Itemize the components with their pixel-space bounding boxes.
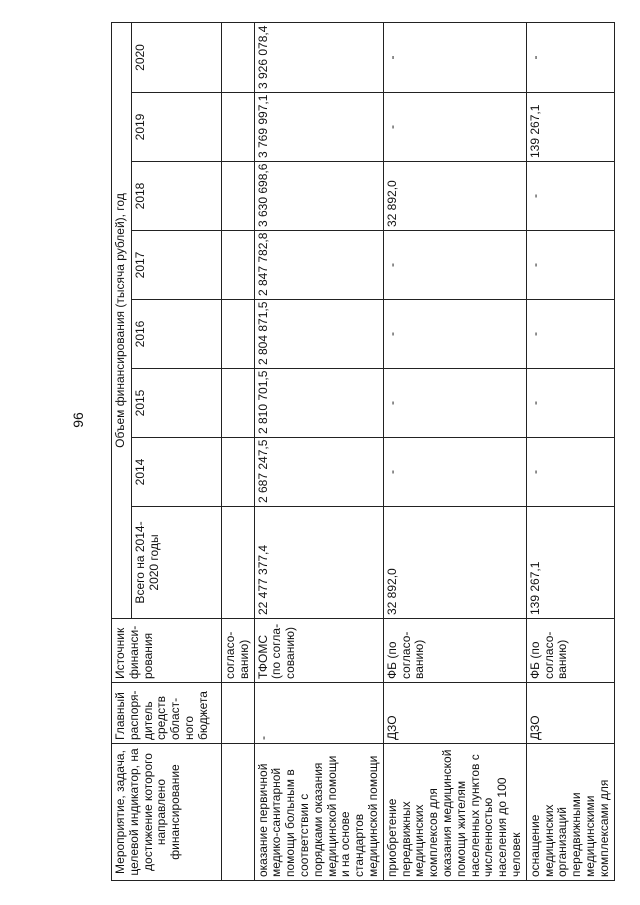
cell-value: -	[383, 231, 526, 300]
header-administrator: Главный распоря-дитель средств област-ного бюджета	[112, 683, 222, 744]
cell-total	[222, 507, 255, 619]
cell-source: ТФОМС (по согла-сованию)	[254, 619, 383, 683]
header-year: 2018	[132, 162, 222, 231]
cell-value	[222, 162, 255, 231]
cell-value: -	[383, 369, 526, 438]
cell-administrator	[222, 683, 255, 744]
cell-value: 2 847 782,8	[254, 231, 383, 300]
cell-administrator: ДЗО	[526, 683, 614, 744]
header-year: 2015	[132, 369, 222, 438]
cell-activity	[222, 744, 255, 881]
cell-activity: оказание первичной медико-санитарной помощи больным в соответствии с порядками оказания медицинской помощи и на основе стандартов медицинской помощи	[254, 744, 383, 881]
header-year: 2020	[132, 22, 222, 92]
header-year: 2019	[132, 93, 222, 162]
cell-value: 32 892,0	[383, 162, 526, 231]
cell-value: -	[526, 22, 614, 92]
financing-table	[111, 22, 615, 881]
header-year: 2014	[132, 438, 222, 507]
cell-value: 3 630 698,6	[254, 162, 383, 231]
cell-value: 3 926 078,4	[254, 22, 383, 92]
cell-source: согласо-ванию)	[222, 619, 255, 683]
cell-value	[222, 231, 255, 300]
cell-value	[222, 22, 255, 92]
cell-value: -	[383, 93, 526, 162]
cell-value: 2 810 701,5	[254, 369, 383, 438]
header-year: 2017	[132, 231, 222, 300]
cell-total: 32 892,0	[383, 507, 526, 619]
rotated-page	[111, 23, 611, 881]
cell-source: ФБ (по согласо-ванию)	[526, 619, 614, 683]
cell-value	[222, 93, 255, 162]
header-year: 2016	[132, 300, 222, 369]
cell-value: 139 267,1	[526, 93, 614, 162]
cell-value: -	[526, 369, 614, 438]
cell-administrator: -	[254, 683, 383, 744]
table-row	[254, 22, 383, 880]
cell-value: 3 769 997,1	[254, 93, 383, 162]
cell-value: -	[526, 438, 614, 507]
cell-value	[222, 300, 255, 369]
cell-activity: оснащение медицинских организаций передвижными медицинскими комплексами для	[526, 744, 614, 881]
header-source: Источник финанси-рования	[112, 619, 222, 683]
cell-total: 139 267,1	[526, 507, 614, 619]
cell-administrator: ДЗО	[383, 683, 526, 744]
cell-value: -	[526, 231, 614, 300]
cell-value: -	[383, 22, 526, 92]
cell-value: -	[383, 300, 526, 369]
table-row	[526, 22, 614, 880]
header-activity: Мероприятие, задача, целевой индикатор, на достижение которого направлено финансирование	[112, 744, 222, 881]
cell-value	[222, 369, 255, 438]
cell-value: -	[383, 438, 526, 507]
cell-value: 2 804 871,5	[254, 300, 383, 369]
cell-source: ФБ (по согласо-ванию)	[383, 619, 526, 683]
cell-value: -	[526, 300, 614, 369]
cell-activity: приобретение передвижных медицинских комплексов для оказания медицинской помощи жителям населенных пунктов с численностью населения до 100 человек	[383, 744, 526, 881]
header-volume: Объем финансирования (тысяча рублей), год	[112, 22, 132, 618]
cell-value: -	[526, 162, 614, 231]
header-total: Всего на 2014-2020 годы	[132, 507, 222, 619]
table-row	[383, 22, 526, 880]
table-row	[222, 22, 255, 880]
header-row-top	[112, 22, 132, 880]
cell-value	[222, 438, 255, 507]
cell-total: 22 477 377,4	[254, 507, 383, 619]
cell-value: 2 687 247,5	[254, 438, 383, 507]
page-number: 96	[70, 412, 86, 428]
